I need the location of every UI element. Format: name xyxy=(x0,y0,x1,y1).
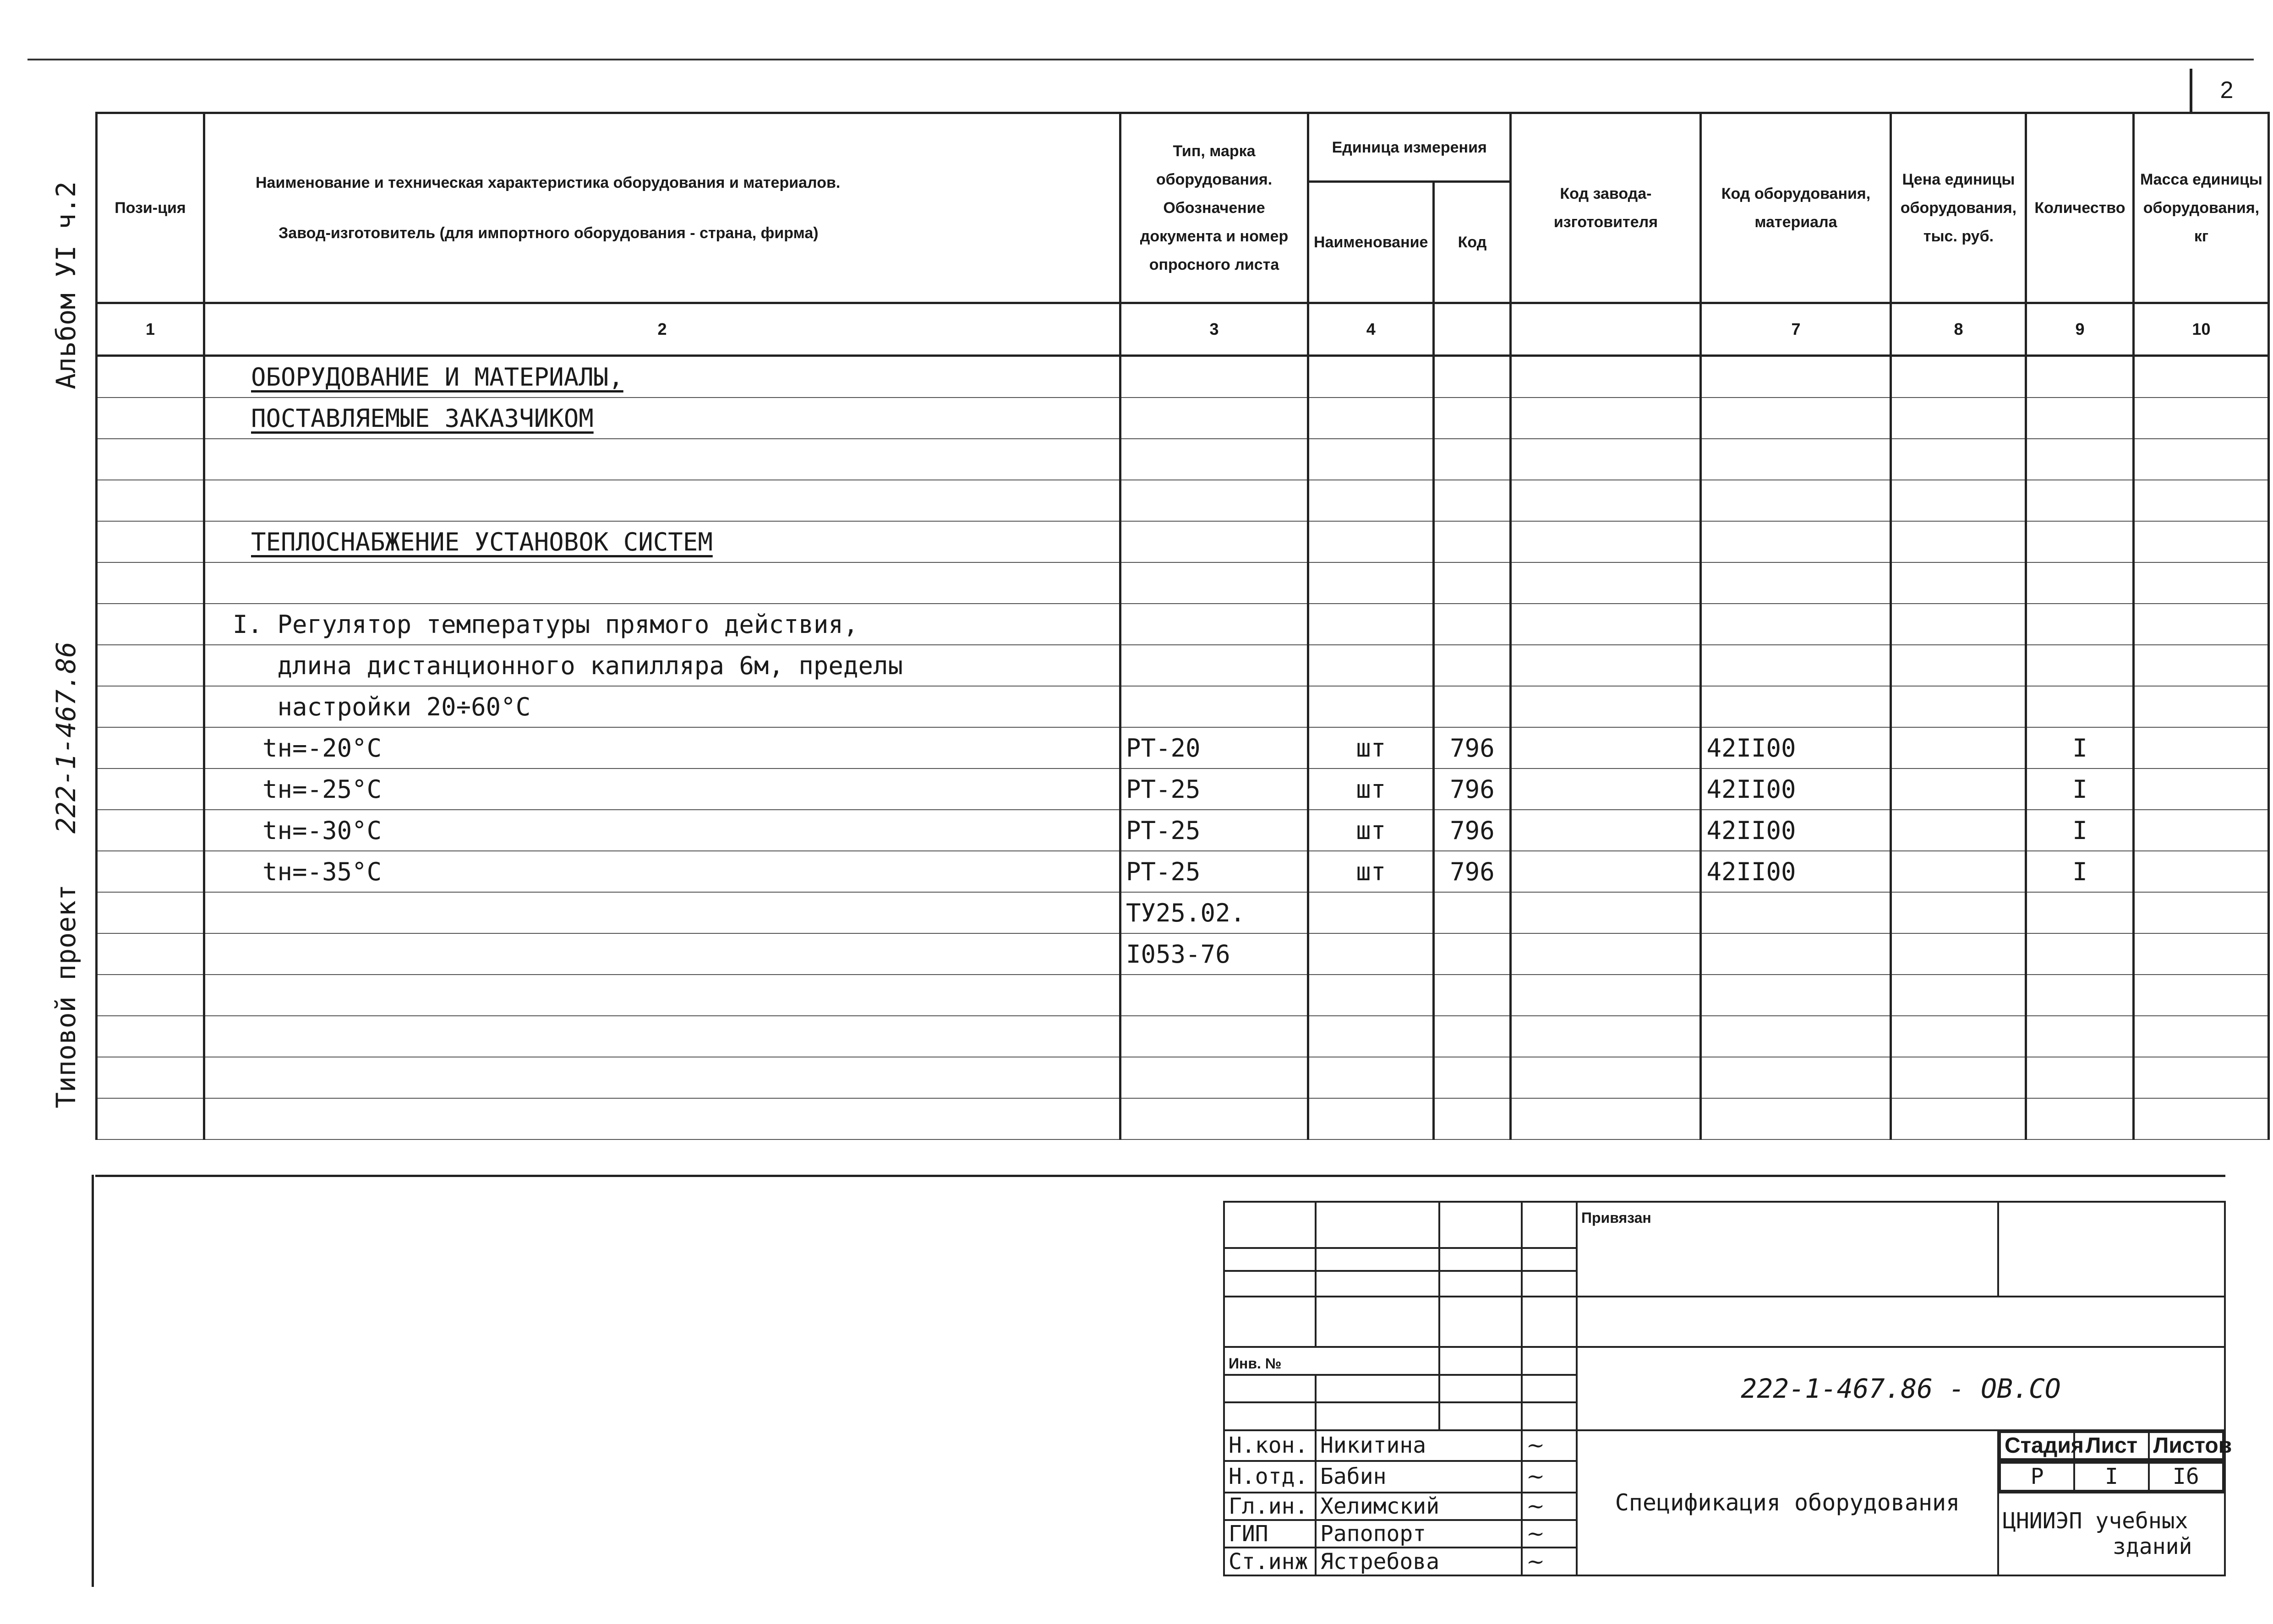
cell-factory-code xyxy=(1511,356,1701,398)
header-name-line2: Завод-изготовитель (для импортного оборудования - страна, фирма) xyxy=(279,224,819,242)
header-factory-code: Код завода-изготовителя xyxy=(1511,113,1701,303)
cell-code xyxy=(1701,480,1891,521)
role-3: Гл.ин. xyxy=(1224,1493,1316,1520)
cell-unit-code xyxy=(1434,686,1511,727)
cell-mass xyxy=(2134,398,2269,439)
cell-factory-code xyxy=(1511,480,1701,521)
table-row xyxy=(97,604,2269,645)
cell-unit-code xyxy=(1434,1016,1511,1057)
cell-price xyxy=(1891,1098,2026,1139)
table-row xyxy=(97,439,2269,480)
cell-unit xyxy=(1308,645,1434,686)
margin-project-code: 222-1-467.86 xyxy=(50,641,82,834)
table-row xyxy=(97,1098,2269,1139)
cell-unit xyxy=(1308,1057,1434,1098)
cell-unit-code xyxy=(1434,1098,1511,1139)
cell-price xyxy=(1891,933,2026,975)
cell-type xyxy=(1120,439,1308,480)
cell-name: ТЕПЛОСНАБЖЕНИЕ УСТАНОВОК СИСТЕМ xyxy=(204,521,1120,562)
cell-type xyxy=(1120,356,1308,398)
cell-pos xyxy=(97,604,204,645)
cell-unit-code xyxy=(1434,645,1511,686)
cell-factory-code xyxy=(1511,521,1701,562)
cell-name: настройки 20÷60°С xyxy=(204,686,1120,727)
cell-mass xyxy=(2134,892,2269,933)
cell-price xyxy=(1891,1016,2026,1057)
header-unit-name: Наименование xyxy=(1308,182,1434,303)
org-line-1: ЦНИИЭП учебных xyxy=(2003,1508,2188,1534)
cell-type xyxy=(1120,1057,1308,1098)
col-num-5 xyxy=(1434,303,1511,356)
cell-factory-code xyxy=(1511,727,1701,768)
margin-album-label: Альбом УI ч.2 xyxy=(50,181,82,389)
table-row xyxy=(97,1016,2269,1057)
table-row xyxy=(97,933,2269,975)
table-row xyxy=(97,480,2269,521)
cell-code: 42II00 xyxy=(1701,727,1891,768)
table-row xyxy=(97,521,2269,562)
cell-code xyxy=(1701,1016,1891,1057)
cell-type xyxy=(1120,521,1308,562)
cell-factory-code xyxy=(1511,851,1701,892)
cell-name: tн=-20°С xyxy=(204,727,1120,768)
cell-pos xyxy=(97,933,204,975)
cell-unit xyxy=(1308,604,1434,645)
specification-table xyxy=(95,112,2270,1140)
cell-code xyxy=(1701,562,1891,604)
cell-pos xyxy=(97,686,204,727)
cell-code xyxy=(1701,521,1891,562)
org-line-2: зданий xyxy=(2113,1534,2192,1560)
cell-price xyxy=(1891,851,2026,892)
cell-unit-code xyxy=(1434,604,1511,645)
cell-pos xyxy=(97,851,204,892)
cell-mass xyxy=(2134,521,2269,562)
table-row xyxy=(97,851,2269,892)
col-num-8: 8 xyxy=(1891,303,2026,356)
col-num-9: 9 xyxy=(2026,303,2134,356)
cell-factory-code xyxy=(1511,975,1701,1016)
cell-qty xyxy=(2026,398,2134,439)
inv-no-label: Инв. № xyxy=(1229,1355,1282,1372)
cell-qty xyxy=(2026,604,2134,645)
cell-pos xyxy=(97,892,204,933)
cell-qty xyxy=(2026,1016,2134,1057)
cell-mass xyxy=(2134,686,2269,727)
cell-type: ТУ25.02. xyxy=(1120,892,1308,933)
cell-code: 42II00 xyxy=(1701,851,1891,892)
signature-2: ~ xyxy=(1522,1461,1577,1493)
cell-code xyxy=(1701,1057,1891,1098)
table-row xyxy=(97,645,2269,686)
cell-factory-code xyxy=(1511,810,1701,851)
cell-name xyxy=(204,1016,1120,1057)
cell-qty xyxy=(2026,892,2134,933)
cell-unit: шт xyxy=(1308,768,1434,810)
cell-name: ОБОРУДОВАНИЕ И МАТЕРИАЛЫ, xyxy=(204,356,1120,398)
cell-factory-code xyxy=(1511,439,1701,480)
cell-unit-code xyxy=(1434,1057,1511,1098)
cell-code: 42II00 xyxy=(1701,810,1891,851)
cell-factory-code xyxy=(1511,1016,1701,1057)
cell-unit: шт xyxy=(1308,727,1434,768)
left-frame-line xyxy=(92,1175,94,1587)
cell-qty xyxy=(2026,686,2134,727)
cell-unit xyxy=(1308,1016,1434,1057)
table-row xyxy=(97,562,2269,604)
cell-price xyxy=(1891,810,2026,851)
document-code: 222-1-467.86 - ОВ.СО xyxy=(1577,1347,2225,1430)
cell-qty xyxy=(2026,1057,2134,1098)
header-name-line1: Наименование и техническая характеристика оборудования и материалов. xyxy=(256,174,841,191)
cell-unit-code: 796 xyxy=(1434,851,1511,892)
cell-pos xyxy=(97,439,204,480)
cell-pos xyxy=(97,480,204,521)
sheets-value: I6 xyxy=(2149,1463,2223,1491)
cell-code xyxy=(1701,398,1891,439)
header-position: Пози-ция xyxy=(97,113,204,303)
cell-qty: I xyxy=(2026,810,2134,851)
col-num-1: 1 xyxy=(97,303,204,356)
table-row xyxy=(97,398,2269,439)
table-row xyxy=(97,686,2269,727)
cell-factory-code xyxy=(1511,1057,1701,1098)
cell-code xyxy=(1701,645,1891,686)
cell-type xyxy=(1120,480,1308,521)
cell-qty xyxy=(2026,645,2134,686)
cell-code xyxy=(1701,1098,1891,1139)
cell-name: tн=-35°С xyxy=(204,851,1120,892)
table-row xyxy=(97,975,2269,1016)
cell-pos xyxy=(97,1057,204,1098)
cell-code xyxy=(1701,892,1891,933)
cell-mass xyxy=(2134,604,2269,645)
signature-4: ~ xyxy=(1522,1520,1577,1548)
cell-name: tн=-25°С xyxy=(204,768,1120,810)
specification-body xyxy=(97,356,2269,1140)
table-bottom-line xyxy=(95,1175,2225,1177)
col-num-4: 4 xyxy=(1308,303,1434,356)
signature-5: ~ xyxy=(1522,1548,1577,1575)
cell-factory-code xyxy=(1511,562,1701,604)
cell-unit-code xyxy=(1434,975,1511,1016)
cell-mass xyxy=(2134,727,2269,768)
sheet-number: 2 xyxy=(2190,69,2261,112)
header-price: Цена единицы оборудования, тыс. руб. xyxy=(1891,113,2026,303)
title-block xyxy=(1223,1201,2232,1576)
cell-price xyxy=(1891,1057,2026,1098)
cell-mass xyxy=(2134,1016,2269,1057)
col-num-2: 2 xyxy=(204,303,1120,356)
cell-unit xyxy=(1308,356,1434,398)
table-row xyxy=(97,810,2269,851)
cell-pos xyxy=(97,398,204,439)
name-5: Ястребова xyxy=(1316,1548,1522,1575)
cell-type: РТ-20 xyxy=(1120,727,1308,768)
header-unit-code: Код xyxy=(1434,182,1511,303)
table-row xyxy=(97,892,2269,933)
cell-price xyxy=(1891,356,2026,398)
cell-unit xyxy=(1308,686,1434,727)
table-row xyxy=(97,356,2269,398)
cell-mass xyxy=(2134,439,2269,480)
cell-type: РТ-25 xyxy=(1120,851,1308,892)
cell-pos xyxy=(97,768,204,810)
cell-unit xyxy=(1308,521,1434,562)
cell-pos xyxy=(97,1016,204,1057)
cell-name: длина дистанционного капилляра 6м, пределы xyxy=(204,645,1120,686)
cell-qty: I xyxy=(2026,727,2134,768)
cell-mass xyxy=(2134,933,2269,975)
cell-factory-code xyxy=(1511,398,1701,439)
cell-name xyxy=(204,439,1120,480)
cell-unit-code xyxy=(1434,933,1511,975)
cell-mass xyxy=(2134,356,2269,398)
name-3: Хелимский xyxy=(1316,1493,1522,1520)
header-name xyxy=(204,113,1120,303)
name-2: Бабин xyxy=(1316,1461,1522,1493)
cell-price xyxy=(1891,480,2026,521)
cell-unit xyxy=(1308,562,1434,604)
cell-name xyxy=(204,975,1120,1016)
cell-qty xyxy=(2026,933,2134,975)
cell-unit-code xyxy=(1434,480,1511,521)
cell-pos xyxy=(97,521,204,562)
cell-qty xyxy=(2026,521,2134,562)
cell-type: РТ-25 xyxy=(1120,768,1308,810)
cell-unit xyxy=(1308,398,1434,439)
cell-qty: I xyxy=(2026,851,2134,892)
cell-code xyxy=(1701,604,1891,645)
col-num-10: 10 xyxy=(2134,303,2269,356)
cell-unit xyxy=(1308,933,1434,975)
header-unit-group: Единица измерения xyxy=(1308,113,1511,182)
cell-unit-code: 796 xyxy=(1434,727,1511,768)
header-equipment-code: Код оборудования, материала xyxy=(1701,113,1891,303)
cell-price xyxy=(1891,975,2026,1016)
cell-mass xyxy=(2134,645,2269,686)
role-5: Ст.инж xyxy=(1224,1548,1316,1575)
cell-name xyxy=(204,480,1120,521)
cell-price xyxy=(1891,439,2026,480)
cell-unit: шт xyxy=(1308,851,1434,892)
cell-type xyxy=(1120,1098,1308,1139)
cell-unit-code xyxy=(1434,398,1511,439)
cell-pos xyxy=(97,562,204,604)
cell-type: I053-76 xyxy=(1120,933,1308,975)
cell-price xyxy=(1891,727,2026,768)
cell-pos xyxy=(97,975,204,1016)
cell-code xyxy=(1701,439,1891,480)
cell-type xyxy=(1120,686,1308,727)
cell-name xyxy=(204,1098,1120,1139)
cell-unit-code xyxy=(1434,562,1511,604)
cell-price xyxy=(1891,604,2026,645)
cell-unit xyxy=(1308,480,1434,521)
header-type: Тип, марка оборудования. Обозначение документа и номер опросного листа xyxy=(1120,113,1308,303)
cell-mass xyxy=(2134,975,2269,1016)
cell-code xyxy=(1701,933,1891,975)
cell-qty xyxy=(2026,562,2134,604)
top-border-line xyxy=(27,59,2254,60)
cell-factory-code xyxy=(1511,604,1701,645)
privyazan-label: Привязан xyxy=(1581,1210,1651,1226)
name-1: Никитина xyxy=(1316,1430,1522,1461)
cell-factory-code xyxy=(1511,1098,1701,1139)
cell-unit-code: 796 xyxy=(1434,810,1511,851)
role-1: Н.кон. xyxy=(1224,1430,1316,1461)
cell-code: 42II00 xyxy=(1701,768,1891,810)
cell-name xyxy=(204,933,1120,975)
header-mass: Масса единицы оборудования, кг xyxy=(2134,113,2269,303)
cell-factory-code xyxy=(1511,892,1701,933)
cell-pos xyxy=(97,1098,204,1139)
cell-factory-code xyxy=(1511,645,1701,686)
table-row xyxy=(97,727,2269,768)
cell-type xyxy=(1120,645,1308,686)
cell-mass xyxy=(2134,851,2269,892)
col-num-3: 3 xyxy=(1120,303,1308,356)
cell-code xyxy=(1701,356,1891,398)
cell-factory-code xyxy=(1511,768,1701,810)
role-2: Н.отд. xyxy=(1224,1461,1316,1493)
cell-mass xyxy=(2134,480,2269,521)
cell-price xyxy=(1891,521,2026,562)
cell-pos xyxy=(97,356,204,398)
cell-mass xyxy=(2134,1098,2269,1139)
cell-price xyxy=(1891,892,2026,933)
header-quantity: Количество xyxy=(2026,113,2134,303)
table-row xyxy=(97,768,2269,810)
cell-price xyxy=(1891,645,2026,686)
sheet-value: I xyxy=(2074,1463,2148,1491)
cell-price xyxy=(1891,686,2026,727)
col-num-7: 7 xyxy=(1701,303,1891,356)
cell-mass xyxy=(2134,1057,2269,1098)
col-num-6 xyxy=(1511,303,1701,356)
signature-3: ~ xyxy=(1522,1493,1577,1520)
cell-price xyxy=(1891,562,2026,604)
cell-type: РТ-25 xyxy=(1120,810,1308,851)
cell-price xyxy=(1891,768,2026,810)
cell-type xyxy=(1120,975,1308,1016)
cell-unit xyxy=(1308,892,1434,933)
cell-name xyxy=(204,562,1120,604)
signature-1: ~ xyxy=(1522,1430,1577,1461)
cell-factory-code xyxy=(1511,686,1701,727)
cell-pos xyxy=(97,727,204,768)
cell-pos xyxy=(97,810,204,851)
cell-unit xyxy=(1308,439,1434,480)
cell-name xyxy=(204,1057,1120,1098)
cell-name: tн=-30°С xyxy=(204,810,1120,851)
cell-unit-code xyxy=(1434,892,1511,933)
cell-mass xyxy=(2134,768,2269,810)
cell-qty xyxy=(2026,480,2134,521)
cell-name xyxy=(204,892,1120,933)
cell-unit xyxy=(1308,975,1434,1016)
stage-value: Р xyxy=(2000,1463,2074,1491)
cell-name: I. Регулятор температуры прямого действия, xyxy=(204,604,1120,645)
cell-qty xyxy=(2026,1098,2134,1139)
margin-project-label: Типовой проект xyxy=(50,884,82,1108)
column-numbers-row xyxy=(97,303,2269,356)
name-4: Рапопорт xyxy=(1316,1520,1522,1548)
cell-name: ПОСТАВЛЯЕМЫЕ ЗАКАЗЧИКОМ xyxy=(204,398,1120,439)
cell-type xyxy=(1120,562,1308,604)
cell-unit-code: 796 xyxy=(1434,768,1511,810)
cell-pos xyxy=(97,645,204,686)
cell-unit-code xyxy=(1434,356,1511,398)
cell-unit-code xyxy=(1434,439,1511,480)
cell-factory-code xyxy=(1511,933,1701,975)
cell-unit: шт xyxy=(1308,810,1434,851)
cell-type xyxy=(1120,398,1308,439)
cell-qty xyxy=(2026,975,2134,1016)
cell-price xyxy=(1891,398,2026,439)
role-4: ГИП xyxy=(1224,1520,1316,1548)
cell-type xyxy=(1120,604,1308,645)
sheets-label: Листов xyxy=(2149,1432,2223,1459)
cell-unit-code xyxy=(1434,521,1511,562)
cell-unit xyxy=(1308,1098,1434,1139)
cell-mass xyxy=(2134,810,2269,851)
stage-label: Стадия xyxy=(2000,1432,2074,1459)
cell-mass xyxy=(2134,562,2269,604)
cell-type xyxy=(1120,1016,1308,1057)
cell-qty xyxy=(2026,356,2134,398)
cell-qty xyxy=(2026,439,2134,480)
document-title: Спецификация оборудования xyxy=(1577,1430,1998,1575)
cell-qty: I xyxy=(2026,768,2134,810)
cell-code xyxy=(1701,975,1891,1016)
sheet-label: Лист xyxy=(2074,1432,2148,1459)
cell-code xyxy=(1701,686,1891,727)
table-row xyxy=(97,1057,2269,1098)
